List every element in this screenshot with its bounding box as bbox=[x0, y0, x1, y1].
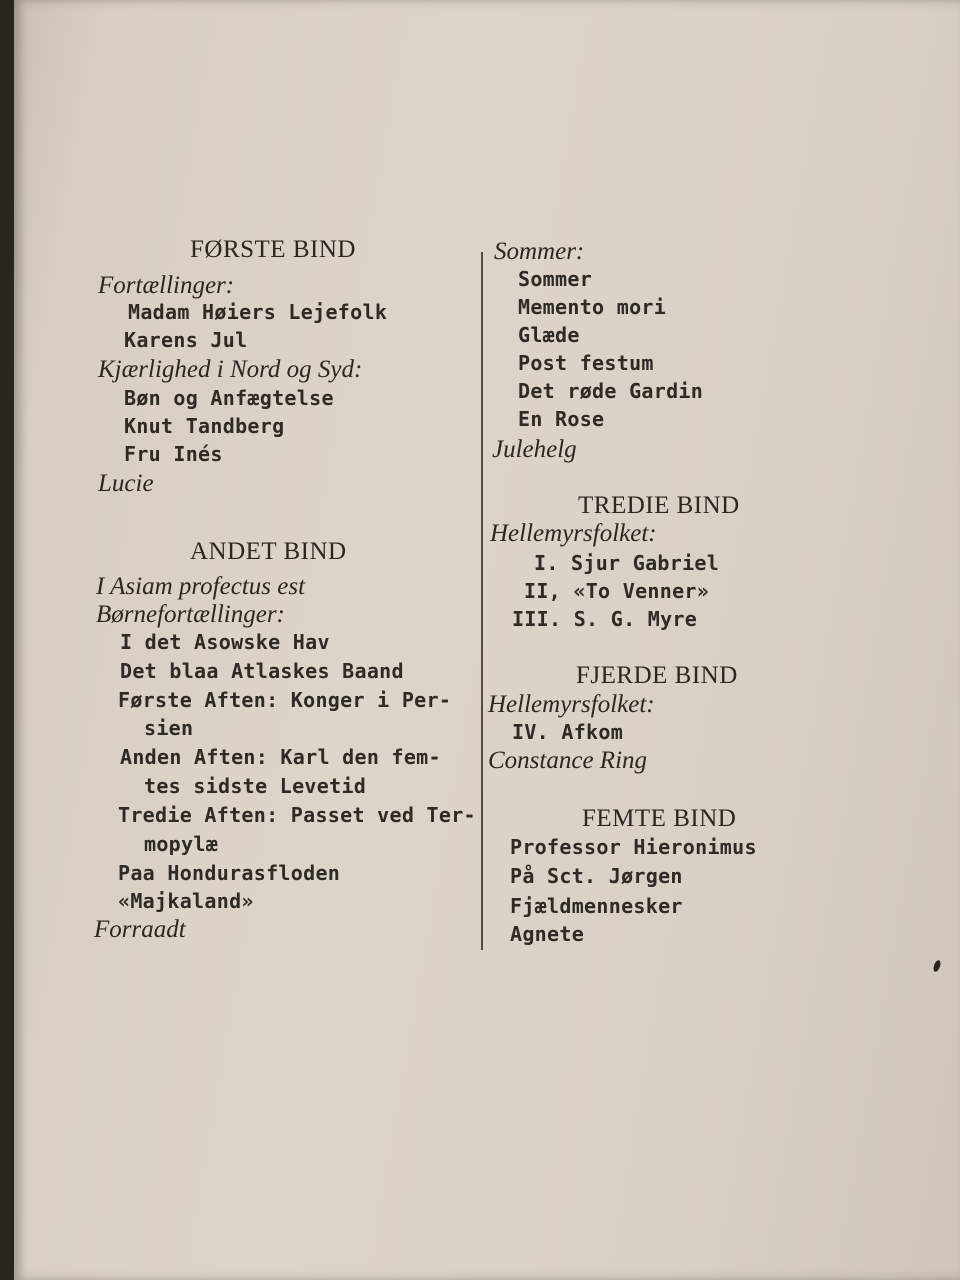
volume-heading-andet-bind: ANDET BIND bbox=[190, 538, 347, 565]
section-title: Forraadt bbox=[94, 916, 186, 943]
toc-entry: mopylæ bbox=[144, 832, 219, 856]
section-title: Lucie bbox=[98, 470, 154, 497]
toc-entry: tes sidste Levetid bbox=[144, 774, 367, 798]
section-title: Hellemyrsfolket: bbox=[490, 520, 657, 547]
toc-entry: Professor Hieronimus bbox=[510, 835, 757, 859]
toc-entry: Glæde bbox=[518, 323, 580, 347]
toc-entry: På Sct. Jørgen bbox=[510, 864, 683, 888]
toc-entry: IV. Afkom bbox=[512, 720, 624, 744]
toc-entry: Paa Hondurasfloden bbox=[118, 861, 341, 885]
volume-heading-fjerde-bind: FJERDE BIND bbox=[576, 662, 738, 689]
toc-entry: Knut Tandberg bbox=[124, 414, 285, 438]
toc-entry: III. S. G. Myre bbox=[512, 607, 698, 631]
toc-entry: I. Sjur Gabriel bbox=[534, 551, 720, 575]
toc-entry: Memento mori bbox=[518, 295, 667, 319]
section-title: Hellemyrsfolket: bbox=[488, 691, 655, 718]
toc-entry: Fjældmennesker bbox=[510, 894, 683, 918]
toc-entry: Anden Aften: Karl den fem- bbox=[120, 745, 441, 769]
toc-entry: «Majkaland» bbox=[118, 889, 254, 913]
toc-entry: Karens Jul bbox=[124, 328, 248, 352]
toc-entry: Det blaa Atlaskes Baand bbox=[120, 659, 404, 683]
paper-speck bbox=[932, 959, 942, 972]
column-divider bbox=[481, 252, 483, 950]
toc-entry: Post festum bbox=[518, 351, 654, 375]
toc-entry: I det Asowske Hav bbox=[120, 630, 330, 654]
book-page bbox=[14, 0, 960, 1280]
toc-entry: Bøn og Anfægtelse bbox=[124, 386, 334, 410]
toc-entry: Madam Høiers Lejefolk bbox=[128, 300, 388, 324]
section-title: Fortællinger: bbox=[98, 272, 235, 299]
volume-heading-forste-bind: FØRSTE BIND bbox=[190, 236, 356, 263]
toc-entry: Tredie Aften: Passet ved Ter- bbox=[118, 803, 476, 827]
toc-entry: Første Aften: Konger i Per- bbox=[118, 688, 452, 712]
toc-entry: Det røde Gardin bbox=[518, 379, 704, 403]
toc-entry: Agnete bbox=[510, 922, 585, 946]
section-title: Constance Ring bbox=[488, 747, 648, 774]
toc-entry: II, «To Venner» bbox=[524, 579, 710, 603]
section-title: Børnefortællinger: bbox=[96, 601, 285, 628]
volume-heading-tredie-bind: TREDIE BIND bbox=[578, 492, 740, 519]
toc-entry: Fru Inés bbox=[124, 442, 223, 466]
section-title: Julehelg bbox=[492, 436, 577, 463]
section-title: Kjærlighed i Nord og Syd: bbox=[98, 356, 363, 383]
toc-entry: sien bbox=[144, 716, 194, 740]
toc-entry: Sommer bbox=[518, 267, 593, 291]
toc-entry: En Rose bbox=[518, 407, 605, 431]
volume-heading-femte-bind: FEMTE BIND bbox=[582, 805, 737, 832]
section-title: I Asiam profectus est bbox=[96, 573, 306, 600]
section-title: Sommer: bbox=[494, 238, 585, 265]
